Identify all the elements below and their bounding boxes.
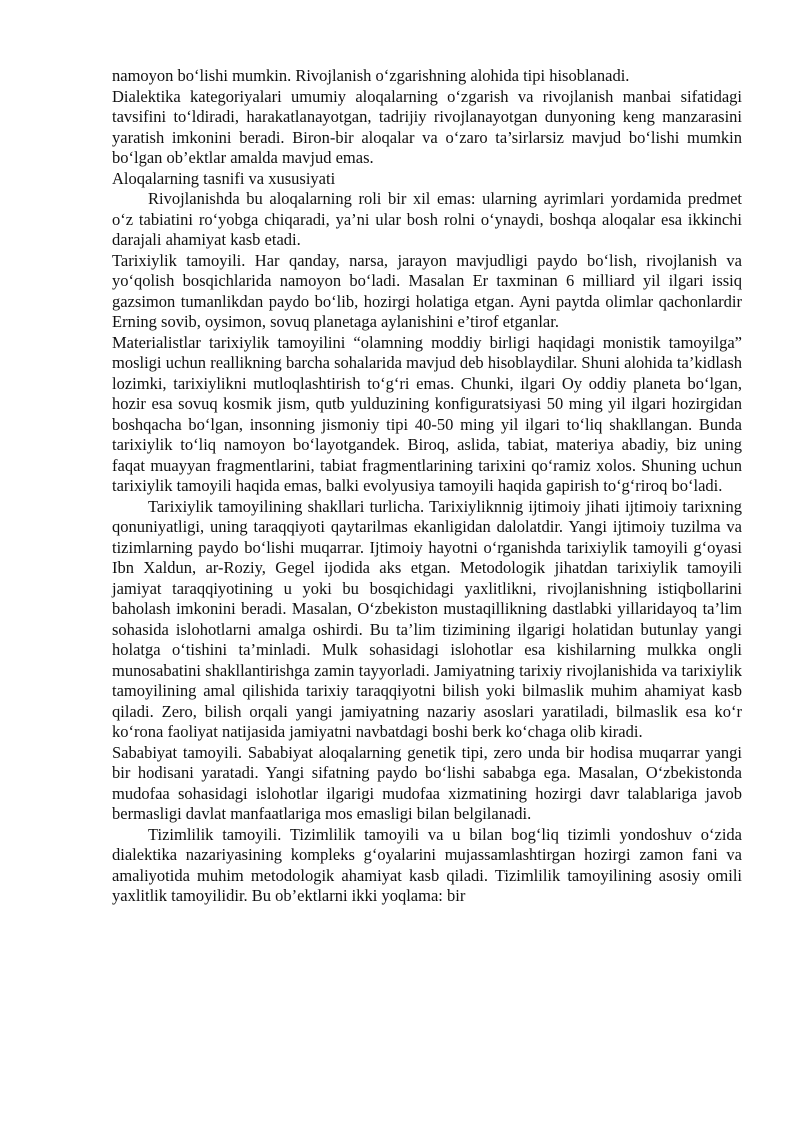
paragraph-materialists: Materialistlar tarixiylik tamoyilini “olamning moddiy birligi haqidagi monistik tamoyilga” mosligi uchun reallikning barcha sohalarida mavjud deb hisoblaydilar. Shuni alohida ta’kidlash lozimki, tarixiylikni mutloqlashtirish to‘g‘ri emas. Chunki, ilgari Oy oddiy planeta bo‘lgan, hozir esa sovuq kosmik jism, qutb yulduzining konfiguratsiyasi 50 ming yil ilgari hozirgidan boshqacha bo‘lgan, insonning jismoniy tipi 40-50 ming yil ilgari to‘liq shakllangan. Bunda tarixiylik to‘liq namoyon bo‘layotgandek. Biroq, aslida, tabiat, materiya abadiy, biz uning faqat muayyan fragmentlarini, tabiat fragmentlarining tarixini qo‘ramiz xolos. Shuning uchun tarixiylik tamoyili haqida emas, balki evolyusiya tamoyili haqida gapirish to‘g‘riroq bo‘ladi.	[112, 332, 742, 495]
document-page	[112, 66, 742, 907]
paragraph-causality-principle: Sababiyat tamoyili. Sababiyat aloqalarning genetik tipi, zero unda bir hodisa muqarrar yangi bir hodisani yaratadi. Yangi sifatning paydo bo‘lishi sababga ega. Masalan, O‘zbekistonda mudofaa sohasidagi islohotlar ilgarigi mudofaa xizmatining hozirgi davr talablariga javob bermasligi davlat manfaatlariga mos emasligi bilan belgilanadi.	[112, 742, 742, 823]
section-heading-connections: Aloqalarning tasnifi va xususiyati	[112, 168, 336, 188]
paragraph-systemic-principle: Tizimlilik tamoyili. Tizimlilik tamoyili va u bilan bog‘liq tizimli yondoshuv o‘zida dialektika nazariyasining kompleks g‘oyalarini mujassamlashtirgan hozirgi zamon fani va amaliyotida muhim metodologik ahamiyat kasb qiladi. Tizimlilik tamoyilining asosiy omili yaxlitlik tamoyilidir. Bu ob’ektlarni ikki yoqlama: bir	[112, 824, 742, 905]
paragraph-historicism-forms: Tarixiylik tamoyilining shakllari turlicha. Tarixiyliknnig ijtimoiy jihati ijtimoiy tarixning qonuniyatligi, uning taraqqiyoti qaytarilmas ekanligidan dalolatdir. Yangi ijtimoiy tuzilma va tizimlarning paydo bo‘lishi muqarrar. Ijtimoiy hayotni o‘rganishda tarixiylik tamoyili g‘oyasi Ibn Xaldun, ar-Roziy, Gegel ijodida aks etgan. Metodologik jihatdan tarixiylik tamoyili jamiyat taraqqiyotining u yoki bu bosqichidagi yaxlitlikni, rivojlanishning istiqbollarini baholash imkonini beradi. Masalan, O‘zbekiston mustaqillikning dastlabki yillaridayoq ta’lim sohasida islohotlarni amalga oshirdi. Bu ta’lim tizimining ilgarigi holatidan butunlay yangi holatga o‘tishini ta’minladi. Mulk sohasidagi islohotlar esa kishilarning mulkka ongli munosabatini shakllantirishga zamin tayyorladi. Jamiyatning tarixiy rivojlanishida va tarixiylik tamoyilining amal qilishida tarixiy taraqqiyotni bilish yoki bilmaslik muhim ahamiyat kasb qiladi. Zero, bilish orqali yangi jamiyatning nazariy asoslari yaratiladi, bilmaslik esa ko‘r ko‘rona faoliyat natijasida jamiyatni navbatdagi boshi berk ko‘chaga olib kiradi.	[112, 496, 742, 741]
paragraph-continuation: namoyon bo‘lishi mumkin. Rivojlanish o‘zgarishning alohida tipi hisoblanadi.	[112, 66, 630, 85]
paragraph-role-of-connections: Rivojlanishda bu aloqalarning roli bir xil emas: ularning ayrimlari yordamida predmet o‘z tabiatini ro‘yobga chiqaradi, ya’ni ular bosh rolni o‘ynaydi, boshqa aloqalar esa ikkinchi darajali ahamiyat kasb etadi.	[112, 189, 742, 249]
paragraph-historicism-principle: Tarixiylik tamoyili. Har qanday, narsa, jarayon mavjudligi paydo bo‘lish, rivojlanish va yo‘qolish bosqichlarida namoyon bo‘ladi. Masalan Er taxminan 6 milliard yil ilgari issiq gazsimon tumanlikdan paydo bo‘lib, hozirgi holatiga etgan. Ayni paytda olimlar qachonlardir Erning sovib, oysimon, sovuq planetaga aylanishini e’tirof etganlar.	[112, 250, 742, 331]
paragraph-dialectics-categories: Dialektika kategoriyalari umumiy aloqalarning o‘zgarish va rivojlanish manbai sifatidagi tavsifini to‘ldiradi, harakatlanayotgan, tadrijiy rivojlanayotgan dunyoning keng manzarasini yaratish imkonini beradi. Biron-bir aloqalar va o‘zaro ta’sirlarsiz mavjud bo‘lishi mumkin bo‘lgan ob’ektlar amalda mavjud emas.	[112, 86, 742, 167]
